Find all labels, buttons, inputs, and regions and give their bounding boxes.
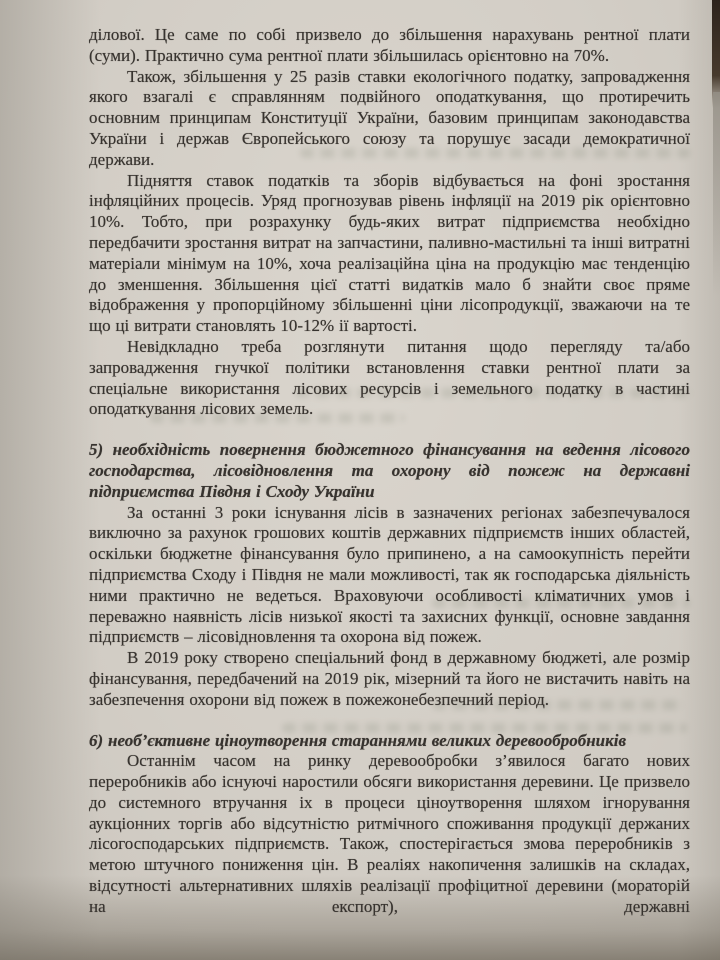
document-text bbox=[89, 25, 690, 918]
paragraph: Невідкладно треба розглянути питання щодо перегляду та/або запровадження гнучкої політики встановлення ставки рентної плати за спеціальне використання лісових ресурсів і земельного податку в частині оподаткування лісових земель. bbox=[89, 336, 690, 419]
section-heading-6: 6) необ’єктивне ціноутворення стараннями великих деревообробників bbox=[89, 730, 627, 750]
section-heading-5: 5) необхідність повернення бюджетного фінансування на ведення лісового господарства, лісовідновлення та охорону від пожеж на державні підприємства Півдня і Сходу України bbox=[89, 440, 690, 501]
paragraph-continuation: ділової. Це саме по собі призвело до збільшення нарахувань рентної плати (суми). Практично сума рентної плати збільшилась орієнтовно на 70%. bbox=[89, 25, 690, 65]
paragraph: За останні 3 роки існування лісів в зазначених регіонах забезпечувалося виключно за рахунок грошових коштів державних підприємств інших областей, оскільки бюджетне фінансування було припинено, а на самоокупність перейти підприємства Сходу і Півдня не мали можливості, так як господарська діяльність ними практично не ведеться. Враховуючи особливості кліматичних умов і переважно наявність лісів низької якості та захисних функції, основне завдання підприємств – лісовідновлення та охорона від пожеж. bbox=[89, 502, 690, 647]
paragraph: Також, збільшення у 25 разів ставки екологічного податку, запровадження якого взагалі є справлянням подвійного оподаткування, що протиречить основним принципам Конституції України, базовим принципам законодавства України і держав Європейського союзу та порушує засади демократичної держави. bbox=[89, 66, 690, 169]
photo-edge-shadow-right bbox=[713, 92, 720, 297]
paragraph: Останнім часом на ринку деревообробки з’явилося багато нових переробників або існуючі наростили обсяги використання деревини. Це призвело до системного втручання іх в процеси ціноутворення шляхом ігнорування аукціонних торгів або відсутністю ритмічного споживання продукції держаних лісогосподарських підприємств. Також, спостерігається змова переробників з метою штучного пониження цін. В реаліях накопичення залишків на складах, відсутності альтернативних шляхів реалізації профіцитної деревини (мораторій на експорт), державні bbox=[89, 751, 690, 916]
paragraph: Підняття ставок податків та зборів відбувається на фоні зростання інфляційних процесів. Уряд прогнозував рівень інфляції на 2019 рік орієнтовно 10%. Тобто, при розрахунку будь-яких витрат підприємства необхідно передбачити зростання витрат на запчастини, паливно-мастильні та інші витратні матеріали мінімум на 10%, хоча реалізаційна ціна на продукцію має тенденцію до зменшення. Збільшення цієї статті видатків мало б знайти своє пряме відображення у пропорційному збільшенні ціни лісопродукції, зважаючи на те що ці витрати становлять 10-12% ії вартості. bbox=[89, 170, 690, 336]
paragraph: В 2019 року створено спеціальний фонд в державному бюджеті, але розмір фінансування, передбачений на 2019 рік, мізерний та його не вистачить навіть на забезпечення охорони від пожеж в пожежонебезпечний період. bbox=[89, 648, 690, 709]
